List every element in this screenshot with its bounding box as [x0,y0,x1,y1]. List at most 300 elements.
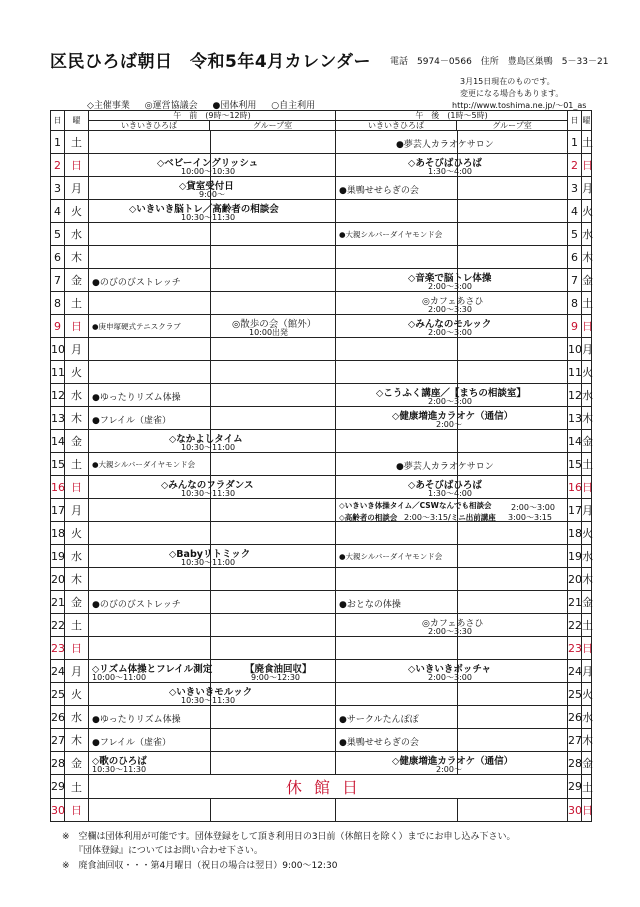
footer-note-registration: 『団体登録』についてはお問い合わせ下さい。 [74,846,263,856]
day-number-right: 7 [568,269,582,292]
am-cell[interactable] [89,545,336,568]
weekday: 木 [65,729,89,752]
table-row [51,499,592,522]
weekday-header-right: 曜 [582,111,592,131]
weekday: 水 [65,384,89,407]
event-title: /ミニ出前講座 [448,513,496,522]
table-row [51,154,592,177]
event-title: ◇ベビーイングリッシュ [157,158,259,169]
column-divider [457,200,458,222]
column-divider [457,246,458,268]
event-title: ◇健康増進カラオケ（通信） [392,411,514,422]
column-divider [210,568,211,590]
pm-cell[interactable] [336,407,568,430]
table-row [51,775,592,799]
pm-cell[interactable] [336,338,568,361]
weekday-right: 日 [582,154,592,177]
column-divider [210,752,211,774]
pm-cell[interactable] [336,384,568,407]
event-title: ●庚申塚硬式テニスクラブ [92,322,181,331]
weekday: 土 [65,775,89,799]
weekday-right: 金 [582,269,592,292]
day-number: 3 [51,177,65,200]
event-time: 10:30～11:00 [181,443,236,452]
event-title: ◇いきいき体操タイム／CSWなんでも相談会 [339,501,492,510]
weekday: 月 [65,177,89,200]
contact-info: 電話 5974－0566 住所 豊島区巣鴨 5－33－21 [390,57,609,67]
event-title: ●サークルたんぽぽ [339,715,419,725]
column-divider [210,706,211,728]
event-time: 9:00～ [199,190,225,199]
event-title: ◇みんなのフラダンス [161,480,254,491]
weekday: 木 [65,568,89,591]
footer-note-booking: ※ 空欄は団体利用が可能です。団体登録をして頂き利用日の3日前（休館日を除く）までにお申し込み下さい。 [62,832,516,842]
pm-cell[interactable] [336,799,568,822]
event-time: 1:30～4:00 [428,489,472,498]
calendar-table [50,110,592,822]
day-number: 19 [51,545,65,568]
am-cell[interactable] [89,453,336,476]
day-number: 28 [51,752,65,775]
event-title: ◇リズム体操とフレイル測定 [92,664,213,675]
weekday-right: 木 [582,407,592,430]
table-row [51,384,592,407]
table-row [51,591,592,614]
event-title: ●大親シルバーダイヤモンド会 [92,460,196,469]
am-cell[interactable] [89,637,336,660]
day-number: 5 [51,223,65,246]
day-number: 6 [51,246,65,269]
am-cell[interactable] [89,384,336,407]
am-cell[interactable] [89,131,336,154]
table-row [51,476,592,499]
pm-cell[interactable] [336,752,568,775]
weekday-right: 日 [582,315,592,338]
event-time: 2:00～3:00 [428,397,472,406]
website-link[interactable]: http://www.toshima.ne.jp/～01_as [452,101,587,110]
pm-cell[interactable] [336,568,568,591]
day-number-right: 11 [568,361,582,384]
pm-cell[interactable] [336,453,568,476]
am-cell[interactable] [89,660,336,683]
column-divider [457,338,458,360]
event-title: ◇高齢者の相談会 [339,513,398,522]
weekday: 水 [65,223,89,246]
day-number-right: 25 [568,683,582,706]
weekday-right: 金 [582,591,592,614]
day-number: 14 [51,430,65,453]
am-cell[interactable] [89,223,336,246]
event-time: 2:00～3:30 [428,627,472,636]
weekday: 日 [65,315,89,338]
page-title: 区民ひろば朝日 令和5年4月カレンダー [50,52,372,72]
column-divider [210,729,211,751]
event-title: ◇貸室受付日 [179,181,234,192]
weekday-right: 火 [582,522,592,545]
column-divider [457,361,458,383]
weekday-right: 日 [582,799,592,822]
pm-cell[interactable] [336,177,568,200]
pm-cell[interactable] [336,292,568,315]
pm-cell[interactable] [336,591,568,614]
column-divider [457,522,458,544]
table-row [51,315,592,338]
day-number-right: 28 [568,752,582,775]
event-title: ◇いきいきモルック [169,687,253,698]
event-time: 2:00～3:00 [428,282,472,291]
am-cell[interactable] [89,522,336,545]
day-number-right: 14 [568,430,582,453]
am-cell[interactable] [89,476,336,499]
table-row [51,799,592,822]
am-cell[interactable] [89,752,336,775]
event-title: 【廃食油回収】 [245,664,312,675]
weekday: 金 [65,752,89,775]
event-title: ●大親シルバーダイヤモンド会 [339,230,443,239]
event-title: ●ゆったりリズム体操 [92,393,181,403]
column-divider [457,223,458,245]
table-row [51,706,592,729]
event-title: ◇なかよしタイム [169,434,243,445]
event-title: ●フレイル（虚雀） [92,738,172,748]
weekday-right: 土 [582,614,592,637]
weekday: 土 [65,453,89,476]
event-title: ◇あそびばひろば [408,480,482,491]
event-time: 10:30～11:30 [92,765,147,774]
event-time: 2:00～3:00 [428,328,472,337]
table-row [51,407,592,430]
am-cell[interactable] [89,361,336,384]
day-number-right: 23 [568,637,582,660]
event-title: ◇みんなのモルック [408,319,492,330]
day-number: 17 [51,499,65,522]
pm-cell[interactable] [336,269,568,292]
event-title: ◇健康増進カラオケ（通信） [392,756,514,767]
day-number: 9 [51,315,65,338]
event-title: ◇音楽で脳トレ体操 [408,273,492,284]
weekday: 木 [65,246,89,269]
weekday: 土 [65,614,89,637]
day-number-right: 8 [568,292,582,315]
table-row [51,246,592,269]
weekday: 土 [65,131,89,154]
weekday: 月 [65,499,89,522]
weekday-right: 水 [582,384,592,407]
weekday-right: 木 [582,246,592,269]
as-of-note: 3月15日現在のものです。 [460,77,555,86]
day-header-right: 日 [568,111,582,131]
pm-cell[interactable] [336,545,568,568]
weekday: 火 [65,683,89,706]
table-row [51,683,592,706]
day-number: 24 [51,660,65,683]
day-number: 10 [51,338,65,361]
pm-cell[interactable] [336,131,568,154]
day-number-right: 26 [568,706,582,729]
weekday-right: 木 [582,729,592,752]
weekday-right: 土 [582,453,592,476]
day-number-right: 15 [568,453,582,476]
day-number: 13 [51,407,65,430]
pm-header: 午 後 (1時～5時) [336,111,568,121]
weekday-right: 日 [582,637,592,660]
am-cell[interactable] [89,706,336,729]
event-title: ◇いきいき脳トレ／高齢者の相談会 [129,204,279,215]
am-cell[interactable] [89,246,336,269]
event-time: 10:00～11:00 [92,673,147,682]
event-time: 1:30～4:00 [428,167,472,176]
weekday-right: 月 [582,660,592,683]
event-title: ◇Babyリトミック [169,549,251,560]
weekday: 金 [65,269,89,292]
pm-cell[interactable] [336,200,568,223]
table-row [51,292,592,315]
event-title: ◇あそびばひろば [408,158,482,169]
table-row [51,177,592,200]
am-cell[interactable] [89,591,336,614]
weekday-right: 木 [582,568,592,591]
table-row [51,223,592,246]
weekday: 水 [65,545,89,568]
table-row [51,200,592,223]
day-number: 18 [51,522,65,545]
pm-cell[interactable] [336,154,568,177]
am-cell[interactable] [89,154,336,177]
event-time: 2:00～3:00 [511,503,555,512]
weekday-right: 火 [582,361,592,384]
legend-self-use: ○自主利用 [271,101,316,111]
closed-day-label: 休館日 [89,775,568,799]
pm-cell[interactable] [336,361,568,384]
day-number: 11 [51,361,65,384]
event-title: ◇歌のひろば [92,756,147,767]
am-cell[interactable] [89,683,336,706]
weekday-header: 曜 [65,111,89,131]
day-number-right: 30 [568,799,582,822]
column-divider [210,591,211,613]
weekday-right: 土 [582,775,592,799]
day-number: 8 [51,292,65,315]
pm-cell[interactable] [336,223,568,246]
column-divider [210,131,211,153]
column-divider [457,568,458,590]
am-cell[interactable] [89,568,336,591]
event-title: ◎散歩の会（館外） [232,319,317,330]
day-number-right: 13 [568,407,582,430]
event-title: ◎カフェあさひ [422,619,484,629]
event-title: ●巣鴨せせらぎの会 [339,738,419,748]
event-time: 2:00～3:00 [428,673,472,682]
day-number-right: 17 [568,499,582,522]
column-divider [457,706,458,728]
column-divider [210,384,211,406]
column-divider [210,361,211,383]
weekday-right: 金 [582,752,592,775]
table-row [51,430,592,453]
weekday: 日 [65,154,89,177]
weekday-right: 月 [582,499,592,522]
legend-committee: ◎運営協議会 [144,101,198,111]
am-header: 午 前 (9時～12時) [89,111,336,121]
table-row [51,637,592,660]
weekday-right: 水 [582,706,592,729]
table-row [51,614,592,637]
table-row [51,545,592,568]
day-number: 16 [51,476,65,499]
table-row [51,752,592,775]
weekday-right: 月 [582,338,592,361]
event-time: 10:30～11:30 [181,696,236,705]
pm-cell[interactable] [336,430,568,453]
weekday-right: 火 [582,200,592,223]
event-time: 10:30～11:30 [181,489,236,498]
am-cell[interactable] [89,177,336,200]
pm-cell[interactable] [336,476,568,499]
column-divider [210,246,211,268]
column-divider [210,315,211,337]
pm-cell[interactable] [336,683,568,706]
am-cell[interactable] [89,338,336,361]
day-number-right: 18 [568,522,582,545]
day-number: 29 [51,775,65,799]
weekday: 火 [65,361,89,384]
pm-group-header: グループ室 [457,121,568,131]
event-time: 10:00～10:30 [181,167,236,176]
am-cell[interactable] [89,200,336,223]
weekday: 月 [65,338,89,361]
day-number: 20 [51,568,65,591]
weekday: 日 [65,637,89,660]
day-number: 21 [51,591,65,614]
column-divider [210,522,211,544]
weekday-right: 水 [582,545,592,568]
am-cell[interactable] [89,614,336,637]
day-number-right: 9 [568,315,582,338]
column-divider [210,637,211,659]
pm-cell[interactable] [336,637,568,660]
column-divider [457,637,458,659]
day-number-right: 5 [568,223,582,246]
column-divider [210,499,211,521]
day-number-right: 22 [568,614,582,637]
day-number: 2 [51,154,65,177]
weekday: 火 [65,522,89,545]
day-number-right: 21 [568,591,582,614]
table-row [51,361,592,384]
pm-cell[interactable] [336,315,568,338]
legend-group-use: ●団体利用 [212,101,257,111]
table-row [51,660,592,683]
day-number-right: 1 [568,131,582,154]
pm-cell[interactable] [336,729,568,752]
day-number-right: 10 [568,338,582,361]
event-title: ●のびのびストレッチ [92,278,181,288]
event-time: 10:30～11:30 [181,213,236,222]
column-divider [457,177,458,199]
event-time: 3:00～3:15 [508,513,552,522]
column-divider [457,729,458,751]
pm-cell[interactable] [336,706,568,729]
pm-cell[interactable] [336,614,568,637]
event-time: 10:00出発 [249,328,289,337]
column-divider [210,223,211,245]
event-title: ◎カフェあさひ [422,297,484,307]
column-divider [210,407,211,429]
am-cell[interactable] [89,729,336,752]
legend-host-event: ◇主催事業 [87,101,130,111]
pm-cell[interactable] [336,522,568,545]
weekday: 金 [65,591,89,614]
weekday-right: 水 [582,223,592,246]
day-header: 日 [51,111,65,131]
am-cell[interactable] [89,799,336,822]
column-divider [210,614,211,636]
column-divider [210,453,211,475]
pm-cell[interactable] [336,660,568,683]
weekday: 金 [65,430,89,453]
am-cell[interactable] [89,315,336,338]
event-time: 10:30～11:00 [181,558,236,567]
footer-note-oil: ※ 廃食油回収・・・第4月曜日（祝日の場合は翌日）9:00～12:30 [62,861,338,871]
day-number-right: 6 [568,246,582,269]
event-time: 2:00～3:30 [428,305,472,314]
event-title: ◇いきいきボッチャ [408,664,492,675]
am-cell[interactable] [89,499,336,522]
table-row [51,568,592,591]
weekday: 日 [65,799,89,822]
am-ikiiki-header: いきいきひろば [89,121,210,131]
am-cell[interactable] [89,407,336,430]
day-number-right: 2 [568,154,582,177]
event-title: ●夢芸人カラオケサロン [396,462,494,472]
event-title: ◇こうふく講座／【まちの相談室】 [376,388,526,399]
event-time: 2:00～ [436,420,462,429]
day-number-right: 16 [568,476,582,499]
am-cell[interactable] [89,430,336,453]
weekday-right: 月 [582,177,592,200]
am-cell[interactable] [89,292,336,315]
column-divider [457,591,458,613]
day-number-right: 4 [568,200,582,223]
day-number: 25 [51,683,65,706]
event-title: ●ゆったりリズム体操 [92,715,181,725]
table-row [51,729,592,752]
table-row [51,453,592,476]
am-cell[interactable] [89,269,336,292]
weekday: 木 [65,407,89,430]
pm-cell[interactable] [336,246,568,269]
column-divider [457,799,458,821]
event-time: 9:00～12:30 [251,673,301,682]
weekday: 土 [65,292,89,315]
event-time: 2:00～ [436,765,462,774]
event-title: ●夢芸人カラオケサロン [396,140,494,150]
column-divider [457,683,458,705]
day-number-right: 24 [568,660,582,683]
day-number: 4 [51,200,65,223]
weekday: 月 [65,660,89,683]
weekday-right: 日 [582,476,592,499]
day-number-right: 19 [568,545,582,568]
table-row [51,338,592,361]
event-title: ●大親シルバーダイヤモンド会 [339,552,443,561]
pm-cell[interactable] [336,499,568,522]
day-number: 7 [51,269,65,292]
weekday: 水 [65,706,89,729]
column-divider [457,430,458,452]
day-number-right: 3 [568,177,582,200]
weekday-right: 金 [582,430,592,453]
